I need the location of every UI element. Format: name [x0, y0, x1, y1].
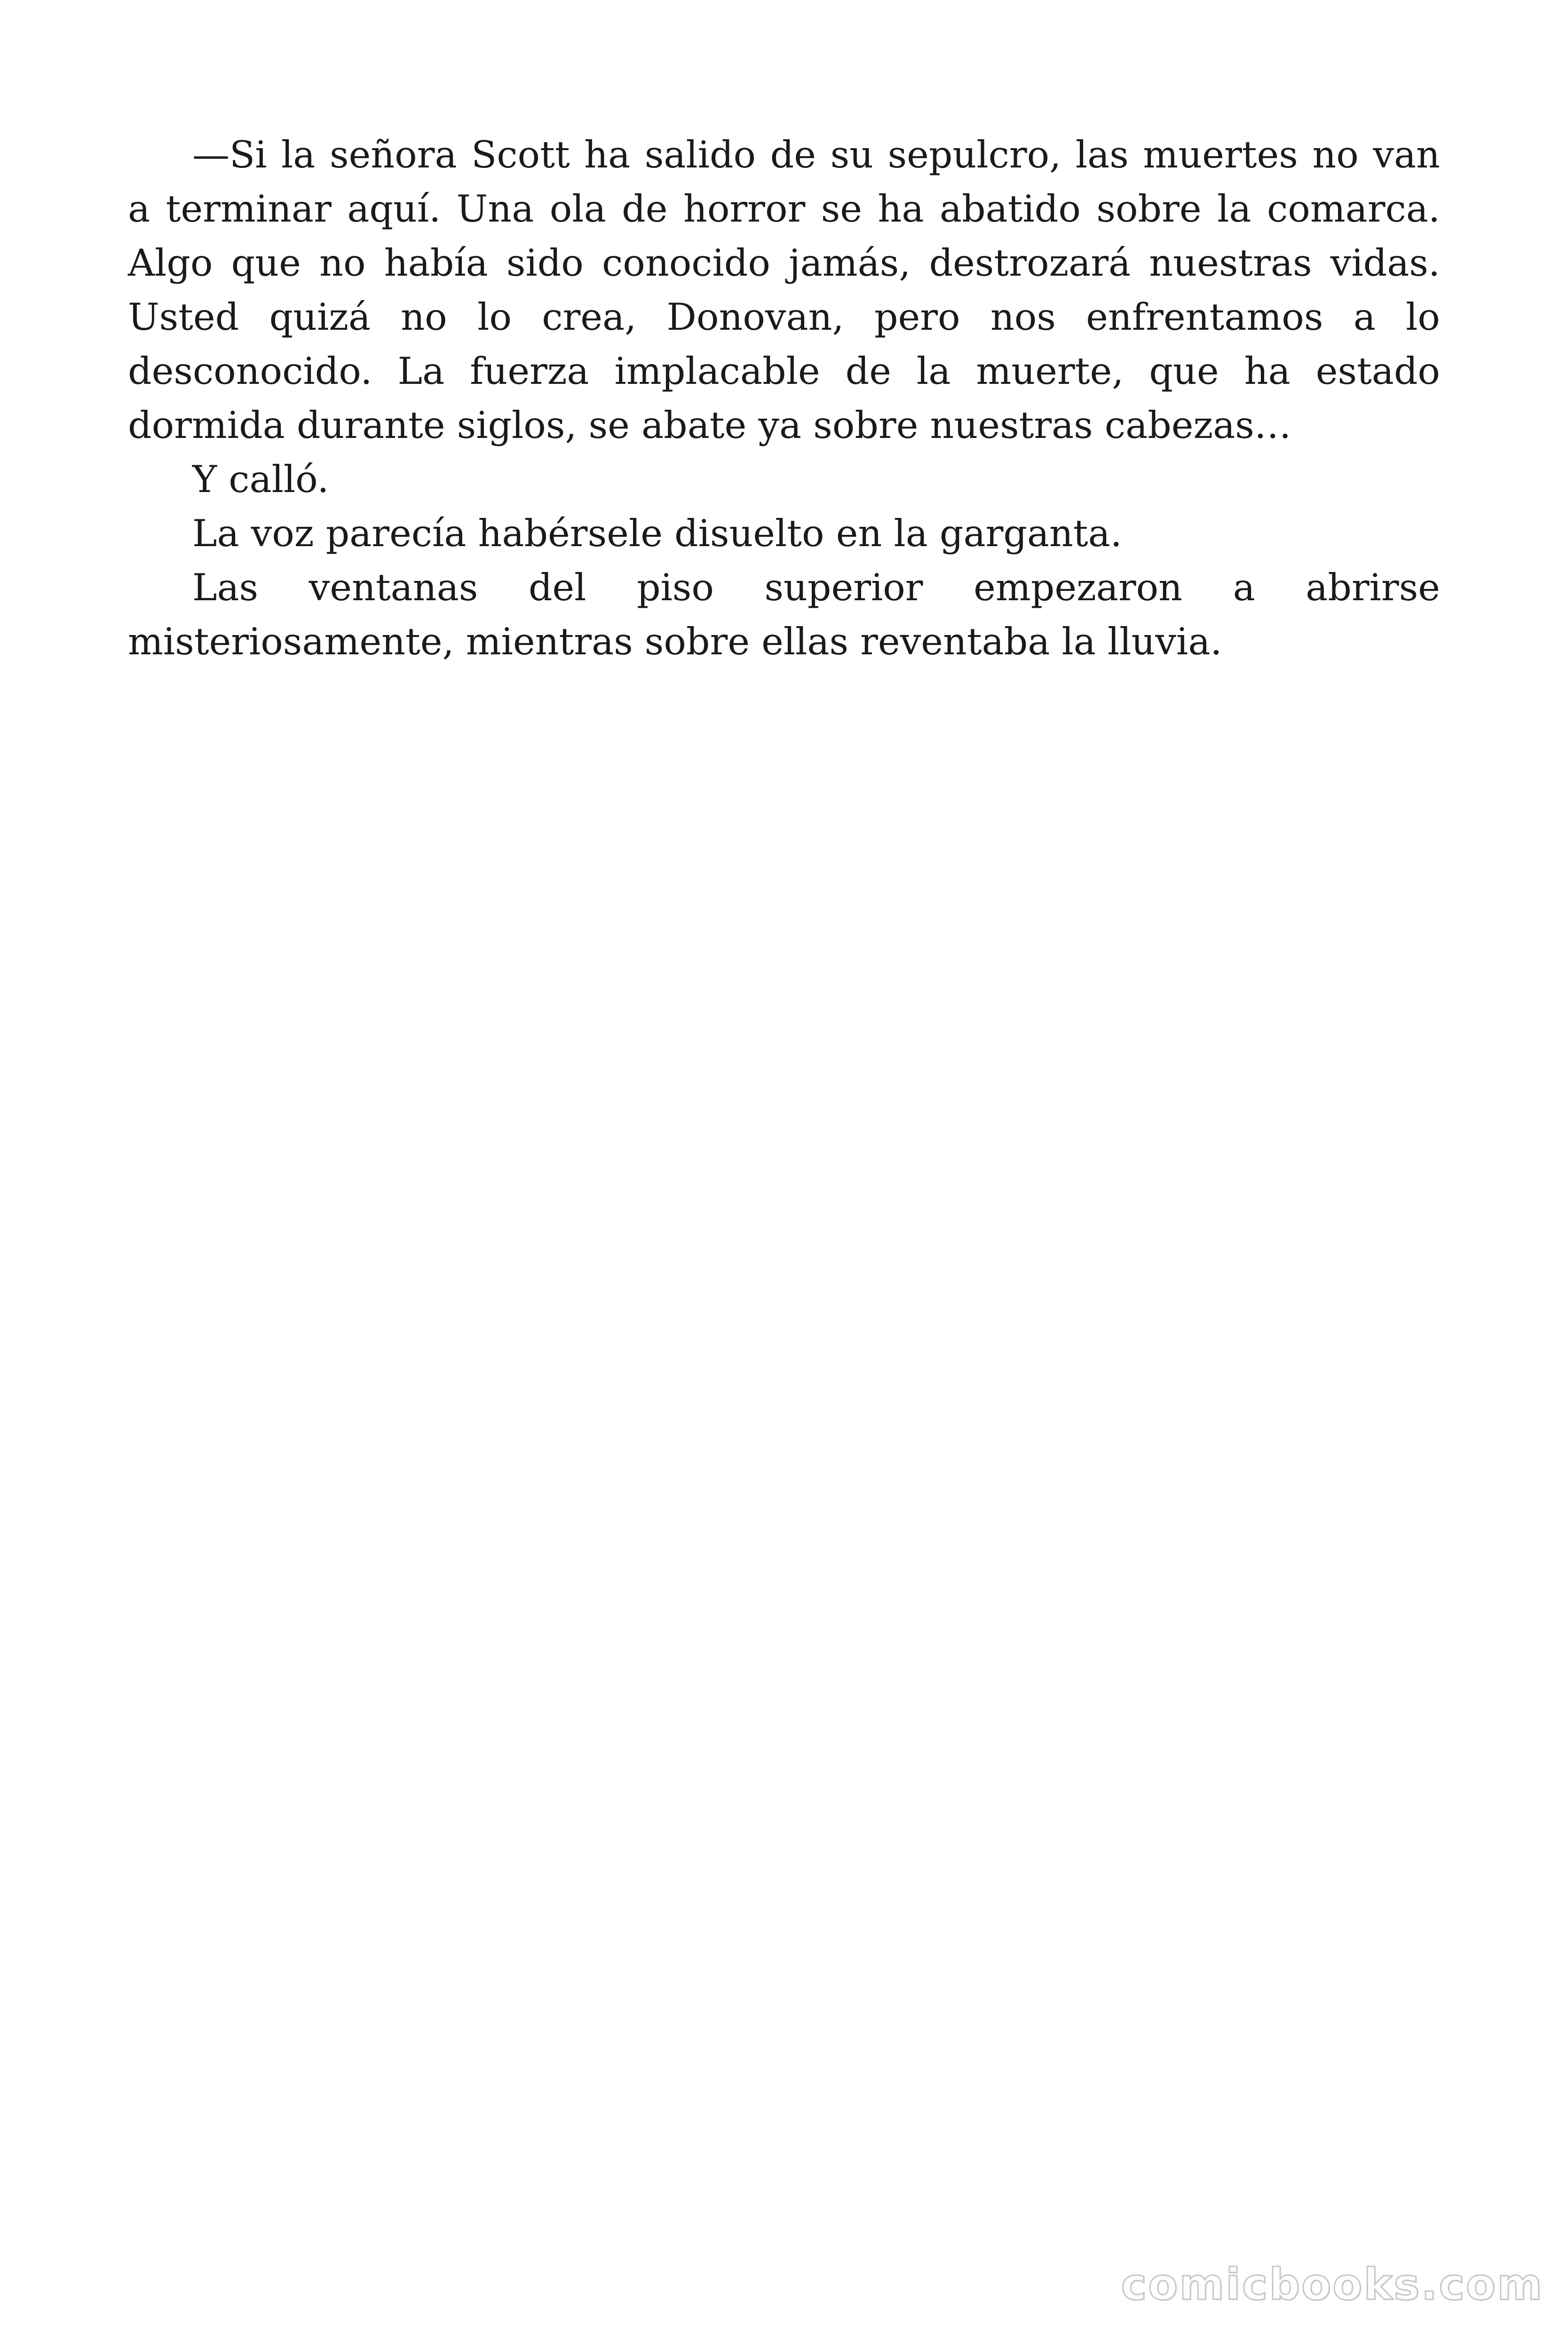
paragraph-2: Y calló.	[192, 458, 329, 501]
book-page-text	[128, 128, 1440, 669]
paragraph-3: La voz parecía habérsele disuelto en la garganta.	[192, 512, 1122, 555]
watermark-logo: comicbooks.com	[1121, 2259, 1544, 2310]
paragraph-1: —Si la señora Scott ha salido de su sepulcro, las muertes no van a terminar aquí. Una ola de horror se ha abatido sobre la comarca. Algo que no había sido conocido jamás, destrozará nuestras vidas. Usted quizá no lo crea, Donovan, pero nos enfrentamos a lo desconocido. La fuerza implacable de la muerte, que ha estado dormida durante siglos, se abate ya sobre nuestras cabezas…	[128, 133, 1440, 447]
paragraph-4: Las ventanas del piso superior empezaron a abrirse misteriosamente, mientras sobre ellas reventaba la lluvia.	[128, 566, 1440, 663]
